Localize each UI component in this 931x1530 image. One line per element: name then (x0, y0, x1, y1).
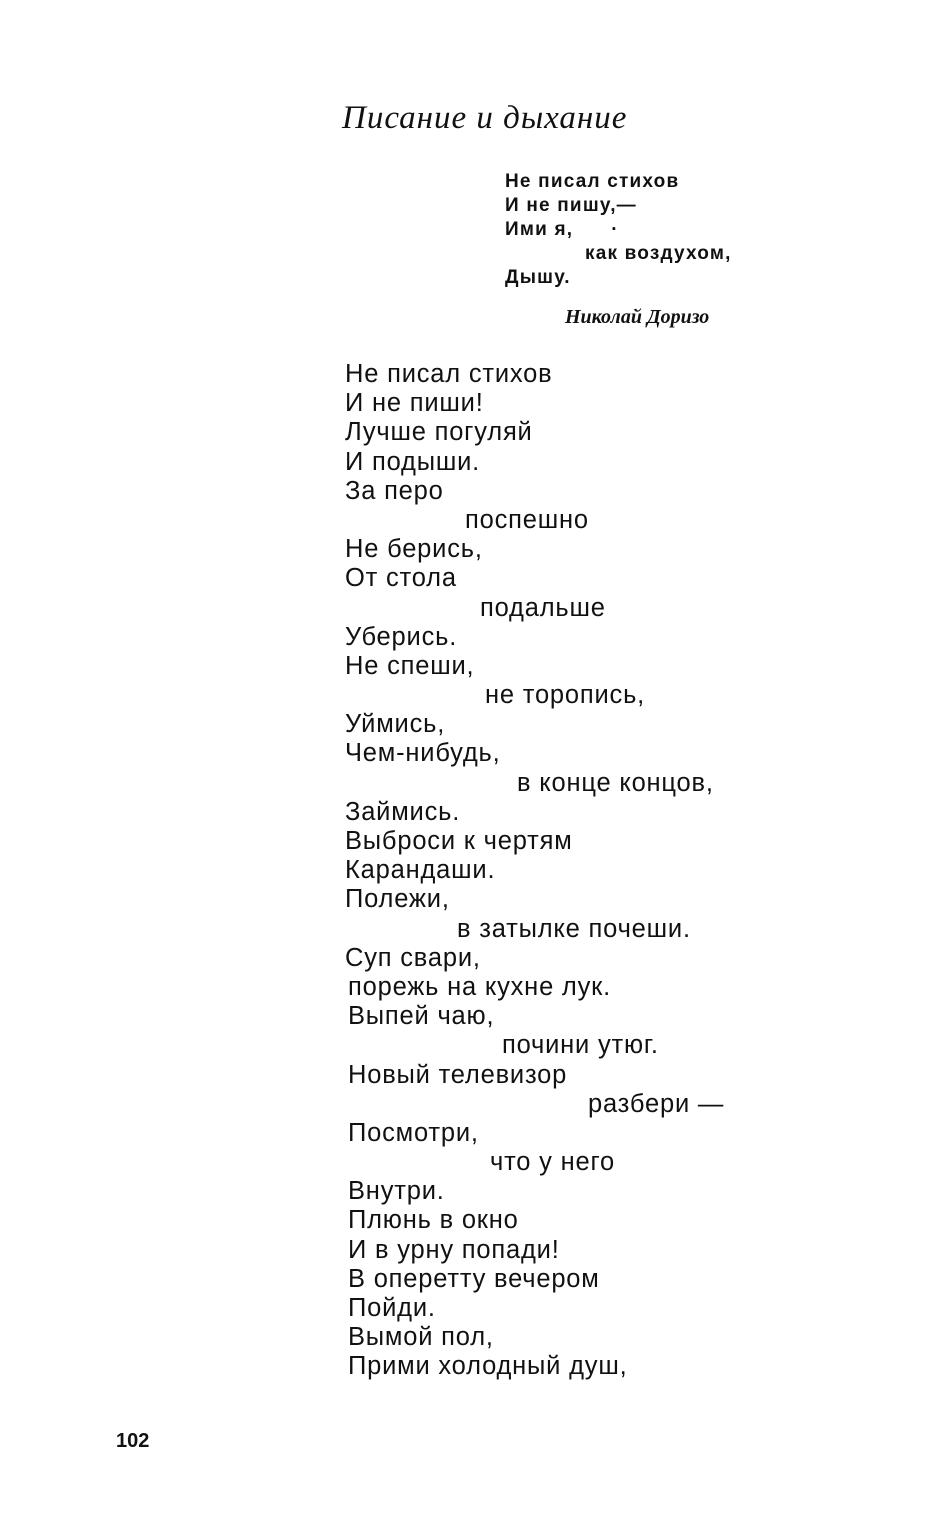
poem-line: не торопись, (485, 681, 646, 710)
poem-title: Писание и дыхание (342, 100, 628, 136)
stray-dot: · (611, 219, 619, 240)
poem-line: порежь на кухне лук. (348, 972, 612, 1001)
epigraph-author: Николай Доризо (565, 306, 710, 328)
poem-line: В оперетту вечером (348, 1264, 600, 1293)
poem-line: Уберись. (345, 622, 458, 651)
page-number: 102 (116, 1430, 150, 1452)
poem-line: Посмотри, (348, 1118, 479, 1147)
poem-line: Лучше погуляй (345, 418, 533, 447)
epigraph-line: Не писал стихов (505, 171, 680, 192)
poem-line: Займись. (345, 797, 461, 826)
poem-line: Выпей чаю, (348, 1002, 495, 1031)
poem-line: в затылке почеши. (457, 914, 691, 943)
poem-line: Чем-нибудь, (345, 739, 501, 768)
poem-line: Прими холодный душ, (348, 1352, 628, 1381)
poem-line: почини утюг. (502, 1031, 659, 1060)
poem-line: Выброси к чертям (345, 827, 573, 855)
poem-line: И не пиши! (345, 389, 484, 418)
poem-line: Карандаши. (345, 856, 496, 885)
poem-line: Уймись, (345, 710, 446, 739)
epigraph-line (505, 218, 732, 242)
epigraph-line-text: Ими я, (505, 219, 574, 240)
poem-line: И подыши. (345, 447, 481, 476)
poem-line: Не берись, (345, 535, 483, 564)
epigraph-line: Дышу. (505, 267, 571, 288)
epigraph (505, 170, 732, 290)
poem-line: За перо (345, 476, 444, 505)
poem-line: разбери — (588, 1089, 725, 1118)
poem-line: поспешно (465, 505, 589, 534)
poem-line: Плюнь в окно (348, 1206, 519, 1235)
poem-body (345, 360, 724, 1382)
poem-line: Пойди. (348, 1294, 436, 1322)
poem-line: Полежи, (345, 885, 450, 914)
poem-line: Не спеши, (345, 651, 475, 680)
poem-line: в конце концов, (517, 768, 714, 797)
poem-line: Внутри. (348, 1177, 445, 1206)
poem-line: Новый телевизор (348, 1060, 568, 1089)
poem-line: что у него (490, 1148, 615, 1177)
poem-line: Не писал стихов (345, 360, 553, 388)
poem-line: подальше (480, 593, 606, 622)
poem-line: От стола (345, 564, 457, 593)
epigraph-line: как воздухом, (585, 243, 732, 264)
poem-line: Вымой пол, (348, 1323, 494, 1352)
poem-line: И в урну попади! (348, 1235, 560, 1264)
poem-line: Суп свари, (345, 943, 481, 972)
epigraph-line: И не пишу,— (505, 195, 637, 216)
